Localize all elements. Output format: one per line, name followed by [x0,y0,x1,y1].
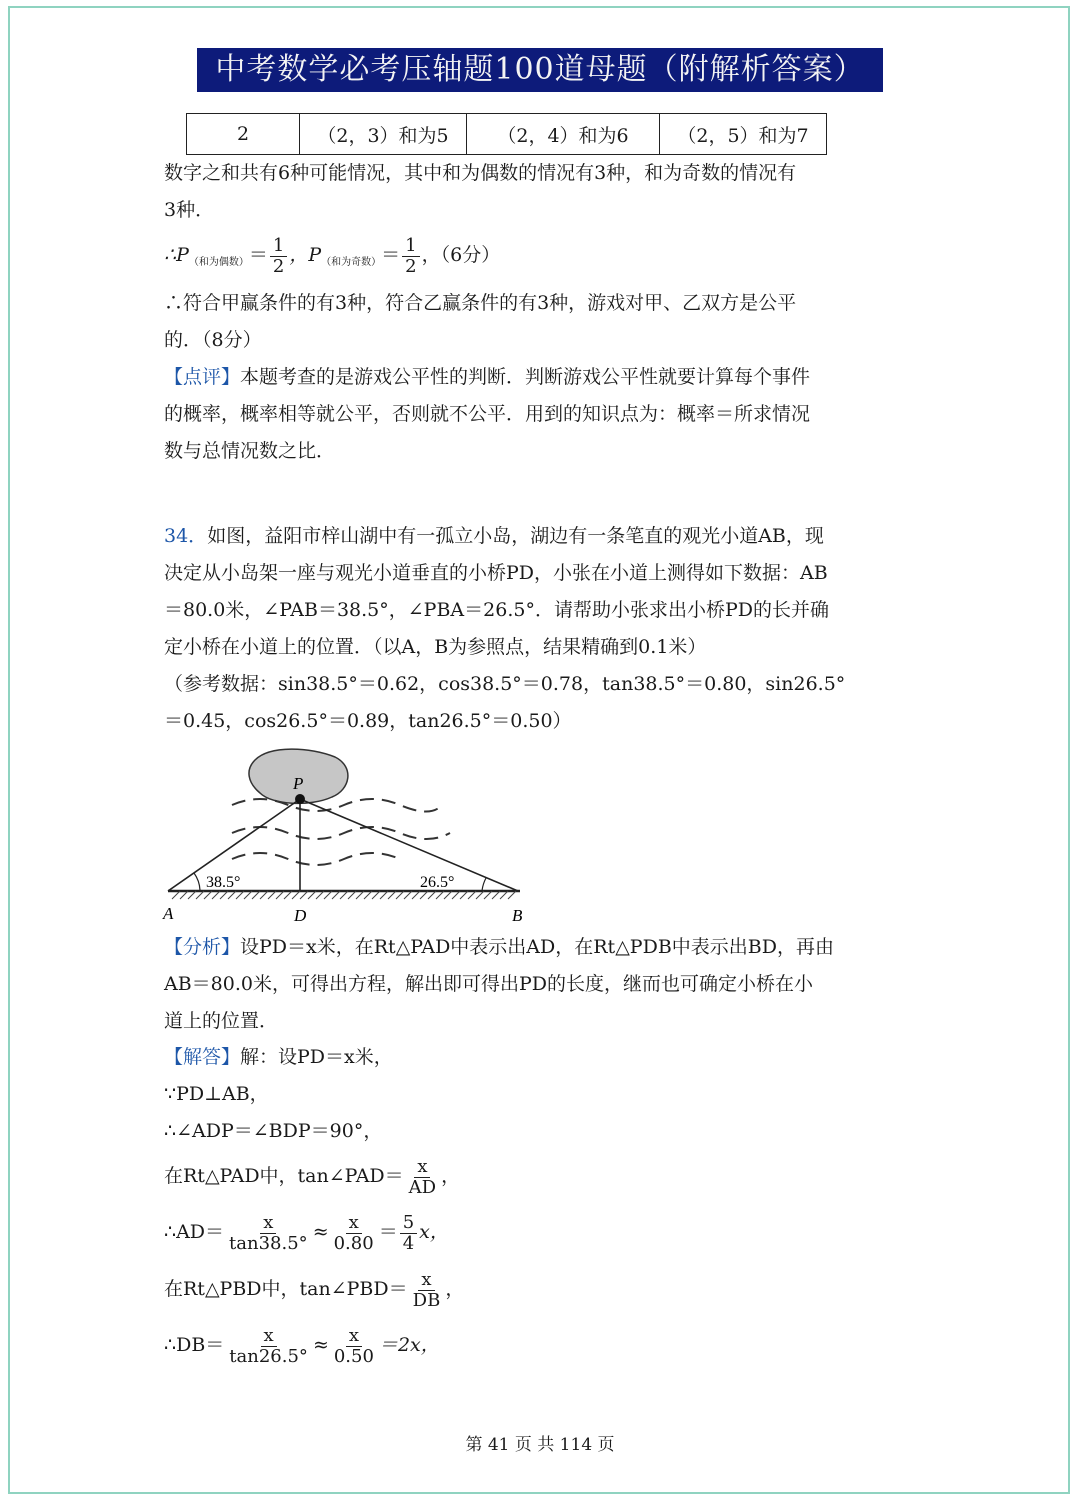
page-footer: 第 41 页 共 114 页 [465,1435,615,1455]
comment-text: 本题考查的是游戏公平性的判断．判断游戏公平性就要计算每个事件 [240,366,811,388]
analysis-line-2: AB＝80.0米，可得出方程，解出即可得出PD的长度，继而也可确定小桥在小 [164,973,814,995]
q34-line-3: ＝80.0米，∠PAB＝38.5°，∠PBA＝26.5°．请帮助小张求出小桥PD的长并确 [164,599,829,621]
prob-separator: ，P [289,244,322,266]
solution-line-5: ∴AD＝ $\frac{x}{\tan 38.5^\circ}$ ≈ $\frac{x}{0.80}$ ＝ $\frac{5}{4}$ x， [164,1211,449,1254]
solution-line-7: ∴DB＝ $\frac{x}{\tan 26.5^\circ}$ ≈ $\frac{x}{0.50}$ ＝2x， [164,1324,440,1367]
fraction-half: $\frac{1}{2}$ [402,236,419,277]
q34-text: 如图，益阳市梓山湖中有一孤立小岛，湖边有一条笔直的观光小道AB，现 [207,525,824,547]
page-banner-title: 中考数学必考压轴题100道母题（附解析答案） [197,48,883,92]
equals: ＝ [381,244,401,266]
outcome-table [186,113,827,155]
solution-line-6: 在Rt△PBD中，tan∠PBD＝ $\frac{x}{DB}$ ， [164,1268,465,1311]
angle-label-a: 38.5° [206,874,241,891]
fraction-x-db: $\frac{x}{DB}$ [412,1268,441,1311]
table-row [187,114,827,155]
point-p [295,794,305,804]
prob-prefix: ∴P [164,244,189,266]
question-number: 34． [164,525,208,547]
solution-line-4: 在Rt△PAD中，tan∠PAD＝ $\frac{x}{AD}$ ， [164,1155,461,1198]
analysis-line-3: 道上的位置． [164,1010,279,1032]
analysis-line-1 [164,929,924,966]
solution-line-3: ∴∠ADP＝∠BDP＝90°， [164,1120,383,1142]
segment-pb [300,799,518,891]
analysis-tag: 【分析】 [164,936,241,958]
analysis-text: 设PD＝x米，在Rt△PAD中表示出AD，在Rt△PDB中表示出BD，再由 [240,936,834,958]
fraction-x-tan385: $\frac{x}{\tan 38.5^\circ}$ [229,1211,308,1254]
table-cell: （2，4）和为6 [467,114,660,155]
q34-line-6: ＝0.45，cos26.5°＝0.89，tan26.5°＝0.50） [164,710,572,732]
water-waves [232,799,450,865]
fraction-x-ad: $\frac{x}{AD}$ [408,1155,437,1198]
q33-line-5: 的．（8分） [164,329,262,351]
q33-line-4: ∴符合甲赢条件的有3种，符合乙赢条件的有3种，游戏对甲、乙双方是公平 [164,292,797,314]
q34-line-2: 决定从小岛架一座与观光小道垂直的小桥PD，小张在小道上测得如下数据：AB [164,562,828,584]
q34-line-4: 定小桥在小道上的位置．（以A，B为参照点，结果精确到0.1米） [164,636,707,658]
solution-line-1 [164,1039,924,1076]
angle-arc-a [194,873,200,891]
q33-line-2: 3种． [164,199,215,221]
sub-odd: （和为奇数） [321,257,382,268]
fraction-x-080: $\frac{x}{0.80}$ [333,1211,374,1254]
label-b: B [512,906,523,925]
label-p: P [293,774,304,793]
equals: ＝ [248,244,268,266]
q34-line-5: （参考数据：sin38.5°＝0.62，cos38.5°＝0.78，tan38.5°＝0.80，sin26.5° [164,673,846,695]
comment-tag: 【点评】 [164,366,241,388]
label-d: D [294,906,307,925]
fraction-x-tan265: $\frac{x}{\tan 26.5^\circ}$ [229,1324,308,1367]
q34-line-1 [164,518,924,555]
solution-tag: 【解答】 [164,1046,241,1068]
q33-line-1: 数字之和共有6种可能情况，其中和为偶数的情况有3种，和为奇数的情况有 [164,162,797,184]
comment-line-2: 的概率，概率相等就公平，否则就不公平．用到的知识点为：概率＝所求情况 [164,403,811,425]
score-6: ，（6分） [421,244,501,266]
table-cell: （2，5）和为7 [660,114,827,155]
solution-line-2: ∵PD⊥AB， [164,1083,269,1105]
angle-label-b: 26.5° [420,874,455,891]
fraction-5-4: $\frac{5}{4}$ [400,1213,417,1254]
fraction-half: $\frac{1}{2}$ [270,236,287,277]
angle-arc-b [482,878,486,891]
table-cell: （2，3）和为5 [300,114,467,155]
fraction-x-050: $\frac{x}{0.50}$ [333,1324,374,1367]
table-cell: 2 [187,114,300,155]
solution-text: 解：设PD＝x米， [240,1046,393,1068]
bridge-figure [160,745,530,930]
comment-line-3: 数与总情况数之比． [164,440,336,462]
label-a: A [163,904,174,923]
probability-line [164,232,924,286]
comment-line-1 [164,359,924,396]
sub-even: （和为偶数） [188,257,249,268]
